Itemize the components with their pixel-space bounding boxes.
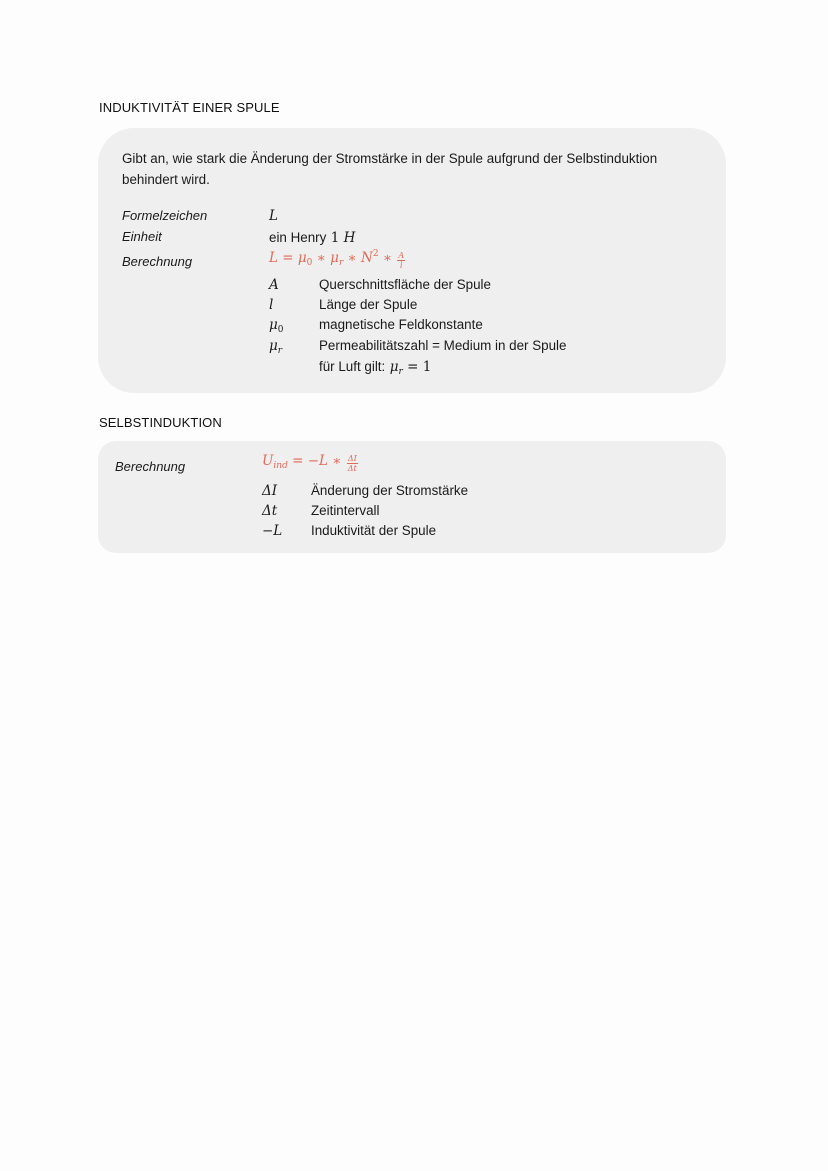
formula-inductance (269, 249, 406, 270)
intro-text: Gibt an, wie stark die Änderung der Stromstärke in der Spule aufgrund der Selbstinduktion behindert wird. (122, 151, 658, 187)
luft-note-text: für Luft gilt: (319, 359, 386, 374)
luft-note: für Luft gilt: $\mu_r = 1$ (319, 359, 432, 377)
formula-times-1: ∗ (312, 250, 331, 266)
formula-eq: = (277, 250, 298, 266)
formula-eq-2: = (287, 453, 308, 469)
var-symbol-delta-t: Δt (262, 503, 278, 519)
formula-mur: $\mu_r$ (330, 250, 344, 268)
fraction-denominator-2: Δt (347, 464, 357, 473)
luft-note-value: 1 (422, 359, 432, 375)
section-title-induktivitaet: INDUKTIVITÄT EINER SPULE (99, 100, 280, 115)
formula-fraction (397, 251, 405, 270)
formula-times-2: ∗ (343, 250, 362, 266)
fraction-numerator-2: ΔI (347, 454, 357, 463)
formula-n-squared: $N^2$ (361, 249, 379, 266)
var-desc-l: Länge der Spule (319, 297, 418, 312)
formula-self-induction (262, 453, 359, 473)
var-symbol-mu0: $\mu_0$ (269, 317, 284, 335)
var-symbol-minus-l: −L (262, 523, 283, 539)
var-symbol-a: A (269, 277, 279, 293)
label-berechnung-2: Berechnung (115, 459, 186, 474)
formula-mu0: $\mu_0$ (297, 250, 313, 268)
value-formelzeichen: L (269, 208, 278, 224)
formula-rhs: −L (307, 453, 329, 469)
label-einheit (122, 229, 162, 244)
var-symbol-delta-i: ΔI (262, 483, 278, 499)
definition-box-selbstinduktion (98, 441, 726, 553)
formula-lhs: L (269, 250, 278, 266)
var-desc-a: Querschnittsfläche der Spule (319, 277, 491, 292)
formula-times-4: ∗ (328, 453, 346, 469)
value-einheit (269, 229, 355, 247)
fraction-denominator: l (399, 261, 403, 270)
section-title-selbstinduktion: SELBSTINDUKTION (99, 415, 222, 430)
label-formelzeichen: Formelzeichen (122, 208, 208, 223)
einheit-text: ein Henry (269, 230, 327, 245)
formula-u: $U_{ind}$ (262, 453, 288, 471)
label-einheit-text: Einheit (122, 229, 162, 244)
var-symbol-mur: $\mu_r$ (269, 338, 283, 356)
formula-times-3: ∗ (378, 250, 397, 266)
label-berechnung: Berechnung (122, 254, 193, 269)
einheit-number: 1 (330, 230, 340, 246)
var-desc-minus-l: Induktivität der Spule (311, 523, 437, 538)
var-desc-mu0: magnetische Feldkonstante (319, 317, 483, 332)
definition-box-induktivitaet (98, 128, 726, 393)
var-desc-delta-i: Änderung der Stromstärke (311, 483, 469, 498)
formula-fraction-2 (347, 454, 358, 473)
einheit-symbol: H (343, 230, 356, 246)
var-desc-mur: Permeabilitätszahl = Medium in der Spule (319, 338, 567, 353)
var-symbol-l: l (269, 297, 274, 313)
var-desc-delta-t: Zeitintervall (311, 503, 380, 518)
fraction-numerator: A (398, 251, 405, 260)
